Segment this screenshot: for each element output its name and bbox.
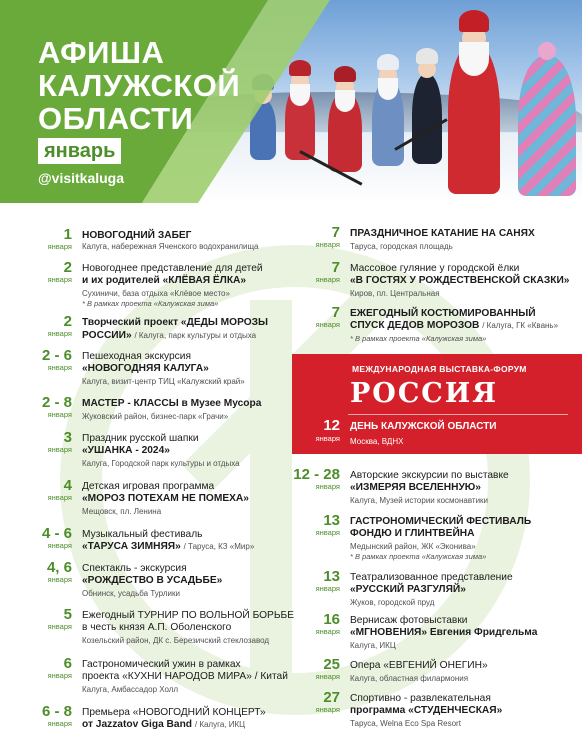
event-title: Праздник русской шапки bbox=[82, 433, 199, 444]
event-date: 27 bbox=[323, 689, 340, 706]
event-month: января bbox=[315, 240, 340, 249]
ski-figure-3 bbox=[328, 92, 362, 172]
event-title: Музыкальный фестиваль bbox=[82, 529, 203, 540]
event-date: 6 - 8 bbox=[41, 703, 72, 720]
event-month: января bbox=[315, 528, 340, 537]
event-month: января bbox=[315, 627, 340, 636]
event-date: 2 - 8 bbox=[41, 394, 72, 411]
event-title-line2: РОССИИ» / Калуга, парк культуры и отдыха bbox=[82, 330, 257, 341]
event-month: января bbox=[315, 320, 340, 329]
ski-figure-7 bbox=[518, 56, 576, 196]
event-title: Творческий проект «ДЕДЫ МОРОЗЫ bbox=[82, 317, 269, 328]
event-title: Детская игровая программа bbox=[82, 481, 215, 492]
event-title: Массовое гуляние у городской ёлки bbox=[350, 263, 520, 274]
event-title-line2: «В ГОСТЯХ У РОЖДЕСТВЕНСКОЙ СКАЗКИ» bbox=[350, 275, 570, 286]
social-handle[interactable]: @visitkaluga bbox=[38, 170, 125, 186]
event-month: января bbox=[47, 363, 72, 372]
event-title-line2: «РУССКИЙ РАЗГУЛЯЙ» bbox=[350, 584, 466, 595]
rossiya-logo: РОССИЯ bbox=[350, 378, 499, 409]
event-date: 4 bbox=[63, 477, 72, 494]
event-month: января bbox=[315, 705, 340, 714]
event-place: Медынский район, ЖК «Эконива» bbox=[350, 542, 476, 551]
event-title: Гастрономический ужин в рамках bbox=[82, 659, 241, 670]
event-month: января bbox=[47, 671, 72, 680]
event-title-line2: и их родителей «КЛЁВАЯ ЁЛКА» bbox=[82, 275, 247, 286]
event-date: 2 - 6 bbox=[41, 347, 72, 364]
event-month: января bbox=[47, 242, 72, 251]
event-title-line2: «УШАНКА - 2024» bbox=[82, 445, 170, 456]
event-title-line2: «МОРОЗ ПОТЕХАМ НЕ ПОМЕХА» bbox=[82, 493, 249, 504]
event-date: 16 bbox=[323, 611, 340, 628]
event-title-line2: проекта «КУХНИ НАРОДОВ МИРА» / Китай bbox=[82, 671, 288, 682]
event-month: января bbox=[315, 672, 340, 681]
event-title-line2: «ТАРУСА ЗИМНЯЯ» / Таруса, КЗ «Мир» bbox=[82, 541, 255, 552]
header-banner bbox=[0, 0, 582, 203]
event-note: * В рамках проекта «Калужская зима» bbox=[350, 334, 487, 343]
event-title-line2: СПУСК ДЕДОВ МОРОЗОВ / Калуга, ГК «Квань» bbox=[350, 320, 559, 331]
event-date: 2 bbox=[63, 313, 72, 330]
event-month: января bbox=[315, 482, 340, 491]
event-note: * В рамках проекта «Калужская зима» bbox=[82, 299, 219, 308]
event-month: января bbox=[47, 445, 72, 454]
event-date: 2 bbox=[63, 259, 72, 276]
event-place: Жуков, городской пруд bbox=[350, 598, 435, 607]
event-month: января bbox=[47, 329, 72, 338]
ski-figure-6 bbox=[448, 44, 500, 194]
event-title: ПРАЗДНИЧНОЕ КАТАНИЕ НА САНЯХ bbox=[350, 228, 535, 239]
event-place: Козельский район, ДК с. Березичский стеклозавод bbox=[82, 636, 270, 645]
event-title: Авторские экскурсии по выставке bbox=[350, 470, 509, 481]
event-place: Калуга, Городской парк культуры и отдыха bbox=[82, 459, 240, 468]
event-date: 6 bbox=[63, 655, 72, 672]
event-title: ЕЖЕГОДНЫЙ КОСТЮМИРОВАННЫЙ bbox=[350, 308, 536, 319]
event-place: Калуга, ИКЦ bbox=[350, 641, 396, 650]
event-title: Театрализованное представление bbox=[350, 572, 513, 583]
event-date: 1 bbox=[63, 226, 72, 243]
event-place: Жуковский район, бизнес-парк «Грачи» bbox=[82, 412, 229, 421]
rossiya-forum-block bbox=[292, 354, 582, 454]
event-title: Новогоднее представление для детей bbox=[82, 263, 263, 274]
forum-caption: МЕЖДУНАРОДНАЯ ВЫСТАВКА-ФОРУМ bbox=[352, 364, 527, 374]
event-title-line2: «ИЗМЕРЯЯ ВСЕЛЕННУЮ» bbox=[350, 482, 481, 493]
event-month: января bbox=[315, 584, 340, 593]
event-place: Таруса, городская площадь bbox=[350, 242, 453, 251]
event-title: Вернисаж фотовыставки bbox=[350, 615, 468, 626]
event-title-line2: «НОВОГОДНЯЯ КАЛУГА» bbox=[82, 363, 209, 374]
event-title: НОВОГОДНИЙ ЗАБЕГ bbox=[82, 230, 192, 241]
event-title-line2: «РОЖДЕСТВО В УСАДЬБЕ» bbox=[82, 575, 223, 586]
event-date: 3 bbox=[63, 429, 72, 446]
event-title: Спектакль - экскурсия bbox=[82, 563, 187, 574]
event-date: 12 - 28 bbox=[293, 466, 340, 483]
event-title-line2: от Jazzatov Giga Band / Калуга, ИКЦ bbox=[82, 719, 246, 730]
event-month: января bbox=[47, 719, 72, 728]
event-place: Таруса, Welna Eco Spa Resort bbox=[350, 719, 461, 728]
event-title-line2: в честь князя А.П. Оболенского bbox=[82, 622, 232, 633]
event-date: 13 bbox=[323, 568, 340, 585]
divider bbox=[348, 414, 568, 415]
event-place: Обнинск, усадьба Турлики bbox=[82, 589, 180, 598]
event-date: 13 bbox=[323, 512, 340, 529]
event-place: Калуга, Амбассадор Холл bbox=[82, 685, 179, 694]
event-note: * В рамках проекта «Калужская зима» bbox=[350, 552, 487, 561]
event-month: января bbox=[47, 541, 72, 550]
event-date: 7 bbox=[331, 259, 340, 276]
event-month: января bbox=[315, 275, 340, 284]
event-title: ГАСТРОНОМИЧЕСКИЙ ФЕСТИВАЛЬ bbox=[350, 516, 532, 527]
event-title-line2: «МГНОВЕНИЯ» Евгения Фридгельма bbox=[350, 627, 538, 638]
event-title: Опера «ЕВГЕНИЙ ОНЕГИН» bbox=[350, 660, 488, 671]
event-month: января bbox=[47, 493, 72, 502]
ski-figure-4 bbox=[372, 80, 404, 166]
event-date: 5 bbox=[63, 606, 72, 623]
poster-title: АФИША КАЛУЖСКОЙ ОБЛАСТИ bbox=[38, 35, 241, 136]
month-badge: январь bbox=[38, 138, 121, 164]
event-place: Калуга, набережная Яченского водохранилища bbox=[82, 242, 259, 251]
event-month: января bbox=[315, 434, 340, 443]
event-title: Премьера «НОВОГОДНИЙ КОНЦЕРТ» bbox=[82, 707, 266, 718]
event-place: Калуга, визит-центр ТИЦ «Калужский край» bbox=[82, 377, 245, 386]
event-month: января bbox=[47, 410, 72, 419]
event-month: января bbox=[47, 622, 72, 631]
event-place: Калуга, Музей истории космонавтики bbox=[350, 496, 489, 505]
event-date: 4 - 6 bbox=[41, 525, 72, 542]
event-date: 25 bbox=[323, 656, 340, 673]
event-title: Пешеходная экскурсия bbox=[82, 351, 191, 362]
event-place: Мещовск, пл. Ленина bbox=[82, 507, 162, 516]
event-title-line2: программа «СТУДЕНЧЕСКАЯ» bbox=[350, 705, 503, 716]
ski-figure-5 bbox=[412, 74, 442, 164]
event-title-line2: ФОНДЮ И ГЛИНТВЕЙНА bbox=[350, 528, 475, 539]
event-date: 4, 6 bbox=[46, 559, 72, 576]
event-place: Москва, ВДНХ bbox=[350, 437, 404, 446]
event-date: 7 bbox=[331, 304, 340, 321]
event-title: Ежегодный ТУРНИР ПО ВОЛЬНОЙ БОРЬБЕ bbox=[82, 610, 295, 621]
event-month: января bbox=[47, 275, 72, 284]
event-place: Калуга, областная филармония bbox=[350, 674, 469, 683]
event-place: Киров, пл. Центральная bbox=[350, 289, 440, 298]
event-title: Спортивно - развлекательная bbox=[350, 693, 491, 704]
event-title: ДЕНЬ КАЛУЖСКОЙ ОБЛАСТИ bbox=[350, 421, 497, 432]
event-place: Сухиничи, база отдыха «Клёвое место» bbox=[82, 289, 230, 298]
event-month: января bbox=[47, 575, 72, 584]
event-title: МАСТЕР - КЛАССЫ в Музее Мусора bbox=[82, 398, 262, 409]
event-date: 12 bbox=[323, 417, 340, 434]
event-date: 7 bbox=[331, 224, 340, 241]
